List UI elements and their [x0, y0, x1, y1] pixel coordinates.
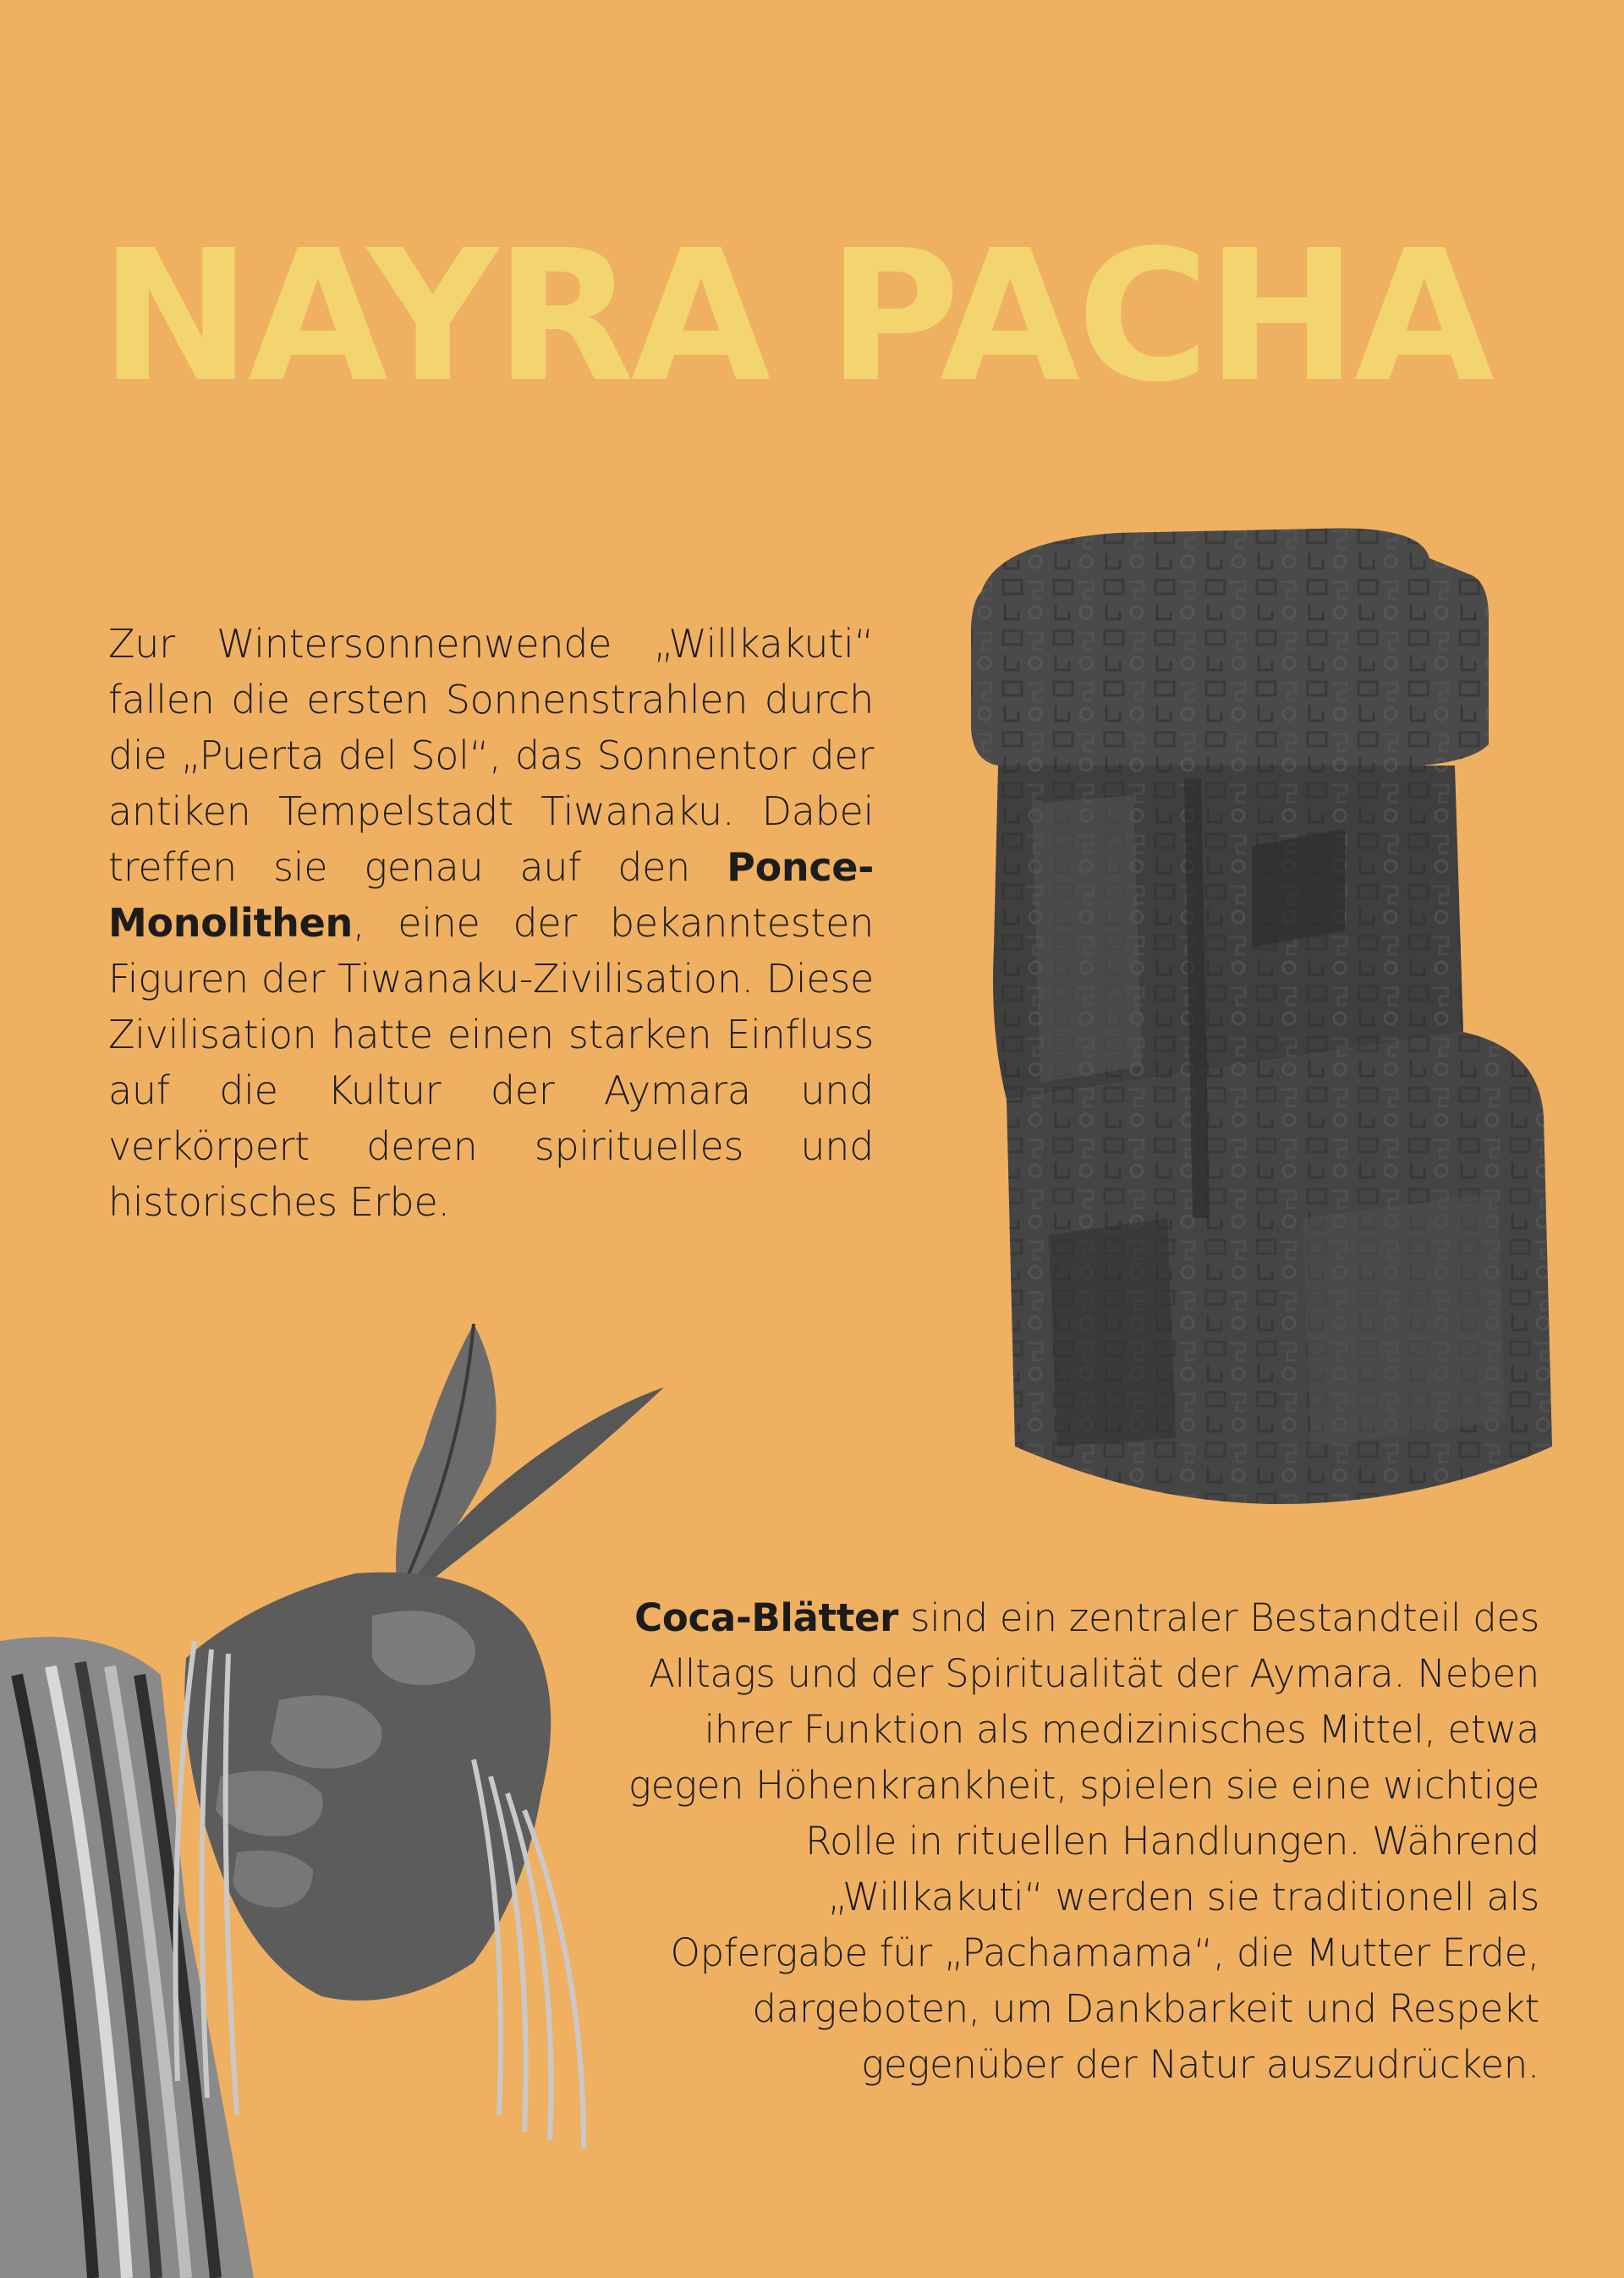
intro-bold-term: Ponce-Monolithen — [108, 844, 874, 946]
intro-text-2: , eine der bekanntesten Figuren der Tiwanaku-Zivilisation. Diese Zivilisation hatte einen starken Einfluss auf die Kultur der Aymara und verkörpert deren spirituelles und historisches Erbe. — [108, 900, 874, 1225]
page-title: NAYRA PACHA — [100, 211, 1491, 422]
monolith-image — [947, 524, 1556, 1506]
intro-text-1: Zur Wintersonnenwende „Willkakuti“ fallen die ersten Sonnenstrahlen durch die „Puerta del Sol“, das Sonnentor der antiken Tempelstadt Tiwanaku. Dabei treffen sie genau auf den — [108, 621, 874, 890]
coca-bold-term: Coca-Blätter — [634, 1595, 899, 1640]
intro-paragraph — [108, 616, 874, 1230]
coca-paragraph — [626, 1590, 1539, 2093]
hand-coca-leaves-image — [0, 1320, 677, 2278]
coca-text: sind ein zentraler Bestandteil des Alltags und der Spiritualität der Aymara. Neben ihrer Funktion als medizinisches Mittel, etwa gegen Höhenkrankheit, spielen sie eine wichtige Rolle in rituellen Handlungen. Während „Willkakuti“ werden sie traditionell als Opfergabe für „Pachamama“, die Mutter Erde, dargeboten, um Dankbarkeit und Respekt gegenüber der Natur auszudrücken. — [628, 1595, 1539, 2087]
